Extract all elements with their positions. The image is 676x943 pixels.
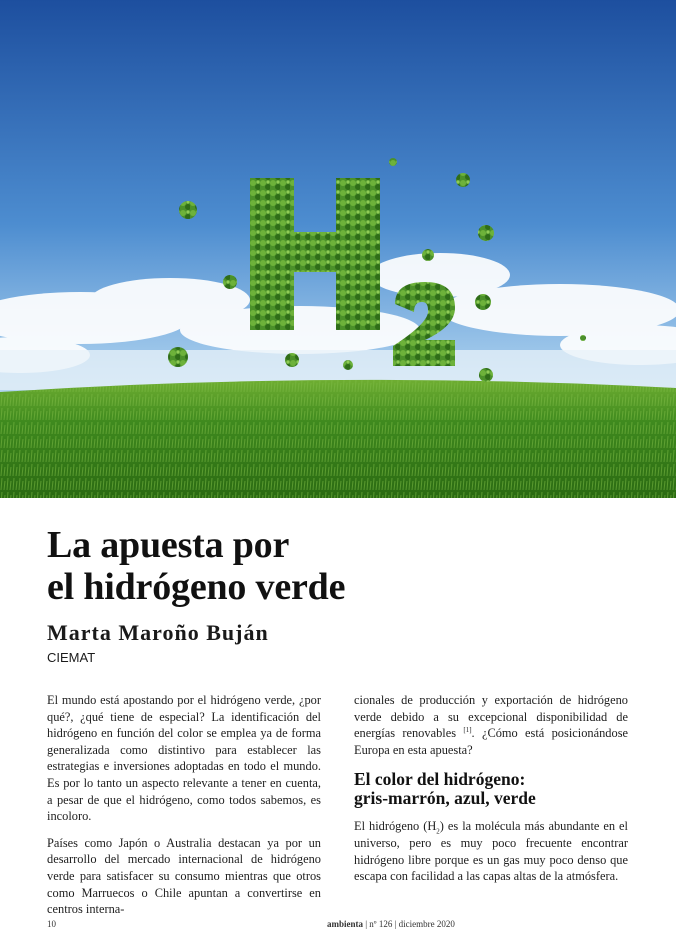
h2-subscript: 2 [436,827,440,836]
right-column [354,692,628,895]
section-heading-line-1: El color del hidrógeno: [354,769,526,790]
page-footer [47,919,629,933]
left-column [47,692,321,928]
paragraph-3-text: cionales de producción y exportación de hidrógeno verde debido a su excepcional disponibilidad de energías renovables [354,693,628,741]
author-name: Marta Maroño Buján [47,620,269,645]
magazine-issue [327,919,455,929]
paragraph-1: El mundo está apostando por el hidrógeno verde, ¿por qué?, ¿qué tiene de especial? La identificación del hidrógeno en función del color se emplea ya de forma generalizada como distintivo para establecer las estrategias e inversiones adoptadas en todo el mundo. Es por lo tanto un aspecto relevante a tener en cuenta, a pesar de que el hidrógeno, como todos sabemos, es incoloro. [47,693,321,824]
article-title [47,524,607,608]
magazine-name: ambienta [327,919,363,929]
page-number: 10 [47,919,56,929]
paragraph-3 [354,692,628,758]
paragraph-4 [354,818,628,884]
author-affiliation: CIEMAT [47,650,96,665]
paragraph-3-tail: . ¿Cómo está posicionándose Europa en esta apuesta? [354,726,629,757]
issue-info: | nº 126 | diciembre 2020 [363,919,455,929]
paragraph-4-b: ) es la molécula más abundante en el universo, pero es muy poco frecuente encontrar hidrógeno libre porque es un gas muy poco denso que escapa con facilidad a las capas altas de la atmósfera. [354,819,628,884]
title-line-1: La apuesta por [47,524,290,566]
title-line-2: el hidrógeno verde [47,566,346,608]
section-heading-line-2: gris-marrón, azul, verde [354,788,536,809]
paragraph-2: Países como Japón o Australia destacan ya por un desarrollo del mercado internacional de hidrógeno verde para satisfacer su consumo mientras que otros como Marruecos o Chile apuntan a convertirse en centros interna- [47,835,321,917]
reference-1: [1] [463,726,472,735]
section-heading [354,770,628,808]
paragraph-4-a: El hidrógeno (H [354,819,437,834]
